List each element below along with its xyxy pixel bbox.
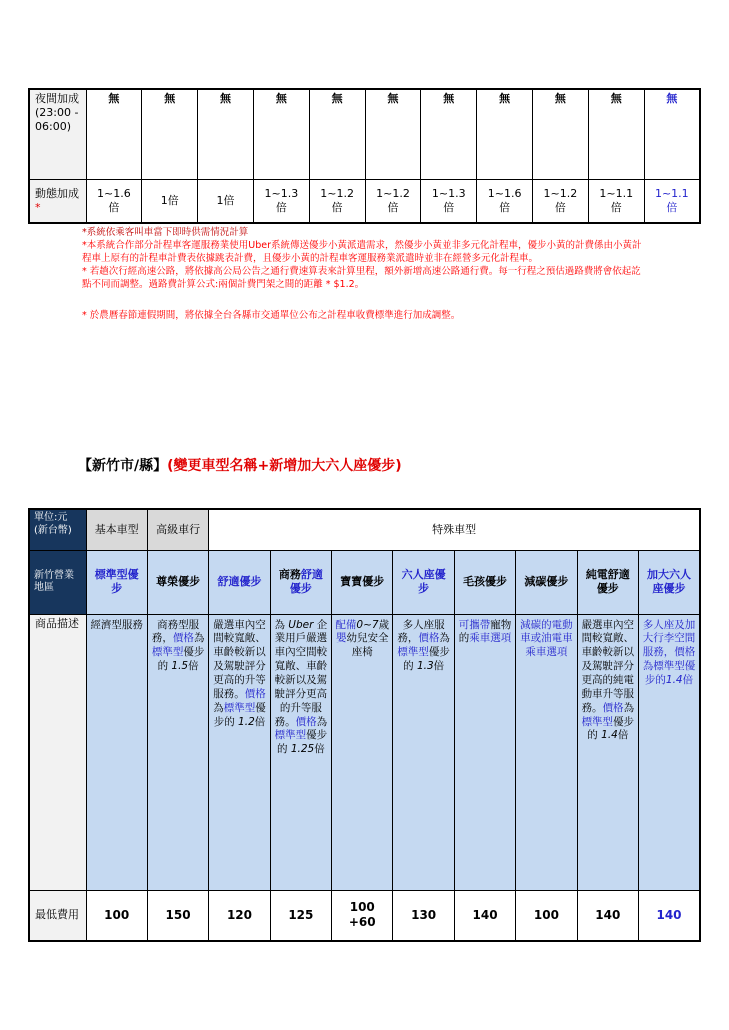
surcharge-cell: 1~1.2 倍 — [365, 179, 421, 223]
surcharge-cell: 無 — [309, 89, 365, 179]
text-segment: 1.3 — [416, 660, 434, 673]
text-segment: Uber — [288, 618, 317, 631]
surcharge-cell: 無 — [533, 89, 589, 179]
service-name-row — [29, 550, 700, 614]
minimum-fare-cell: 125 — [270, 890, 331, 941]
service-name-cell — [332, 550, 393, 614]
text-segment: 舒適優步 — [289, 568, 323, 595]
service-name-cell — [209, 550, 270, 614]
minimum-fare-cell: 100 — [86, 890, 147, 941]
text-segment: 為 — [316, 715, 328, 728]
heading-location: 【新竹市/縣】 — [78, 458, 168, 474]
text-segment: 多人座服務， — [397, 618, 445, 645]
minimum-fare-cell: 140 — [454, 890, 515, 941]
surcharge-cell: 1倍 — [142, 179, 198, 223]
category-header-cell: 基本車型 — [86, 509, 147, 550]
surcharge-cell: 無 — [198, 89, 254, 179]
surcharge-table — [28, 88, 701, 224]
text-segment: 倍 — [254, 715, 266, 728]
service-name-cell — [147, 550, 208, 614]
category-header-row — [29, 509, 700, 550]
unit-label-cell: 單位:元 (新台幣) — [29, 509, 86, 550]
text-segment: 為 — [623, 701, 635, 714]
text-segment: 價格 — [295, 715, 317, 728]
surcharge-cell: 1~1.1 倍 — [588, 179, 644, 223]
text-segment: 倍 — [188, 660, 199, 673]
text-segment: 倍 — [617, 729, 629, 742]
text-segment: 企業用戶嚴選車內空間較寬敞、車齡較新以及駕駛評分更高的升等服務。 — [274, 618, 328, 728]
service-description-cell — [147, 614, 208, 890]
category-header-cell: 特殊車型 — [209, 509, 700, 550]
surcharge-cell: 1~1.2 倍 — [533, 179, 589, 223]
text-segment: 優步的 — [587, 715, 635, 742]
surcharge-cell: 無 — [477, 89, 533, 179]
service-description-cell — [86, 614, 147, 890]
text-segment: 為 — [439, 632, 450, 645]
text-segment: 1.25 — [290, 743, 315, 756]
text-segment: 優步的 — [157, 646, 205, 673]
service-name-cell — [86, 550, 147, 614]
text-segment: 標準型優步 — [94, 568, 139, 595]
minimum-fare-cell: 140 — [639, 890, 700, 941]
text-segment: 舒適優步 — [217, 575, 262, 589]
text-segment: 為 — [213, 701, 224, 714]
asterisk-marker: * — [35, 200, 41, 214]
text-segment: 嚴選車內空間較寬敞、車齡較新以及駕駛評分更高的升等服務。 — [213, 618, 266, 700]
text-segment: 純電舒適優步 — [585, 568, 630, 595]
text-segment: 商務 — [278, 568, 301, 582]
minimum-fare-row — [29, 890, 700, 941]
text-segment: 為 — [274, 618, 289, 631]
surcharge-row-label — [29, 179, 86, 223]
text-segment: 1.2 — [238, 715, 255, 728]
text-segment: 1.4 — [601, 729, 618, 742]
service-description-cell — [577, 614, 638, 890]
minimum-fare-cell: 140 — [577, 890, 638, 941]
text-segment: 寶寶優步 — [340, 575, 385, 589]
minimum-fare-cell: 100 — [516, 890, 577, 941]
text-segment: 倍 — [682, 673, 694, 686]
text-segment: 經濟型服務 — [90, 618, 143, 631]
surcharge-row — [29, 179, 700, 223]
text-segment: 標準型 — [151, 646, 184, 659]
text-segment: 多人座及加大行李空間服務，價格為標準型優步的 — [642, 618, 696, 686]
text-segment: 價格 — [602, 701, 624, 714]
text-segment: 倍 — [433, 660, 445, 673]
text-segment: 0~7 — [356, 618, 379, 631]
surcharge-cell: 1~1.2 倍 — [309, 179, 365, 223]
text-segment: 寵物的 — [458, 618, 512, 645]
surcharge-cell: 1倍 — [198, 179, 254, 223]
section-heading — [78, 455, 402, 475]
service-description-cell — [454, 614, 515, 890]
text-segment: 減碳優步 — [524, 575, 569, 589]
text-segment: 倍 — [314, 743, 325, 756]
text-segment: 價格 — [418, 632, 440, 645]
service-description-cell — [209, 614, 270, 890]
text-segment: 標準型 — [581, 715, 614, 728]
text-segment: 尊榮優步 — [156, 575, 201, 589]
text-segment: 標準型 — [223, 701, 256, 714]
text-segment: 優步的 — [277, 729, 328, 756]
text-segment: 減碳的電動車或油電車乘車選項 — [520, 618, 573, 659]
minimum-fare-label-cell: 最低費用 — [29, 890, 86, 941]
service-description-cell — [639, 614, 700, 890]
row-label-text: 動態加成 — [35, 187, 79, 200]
service-name-cell — [393, 550, 454, 614]
service-description-cell — [393, 614, 454, 890]
text-segment: 1.4 — [665, 673, 683, 686]
row-label-text: 夜間加成 (23:00 - 06:00) — [35, 92, 79, 133]
minimum-fare-cell: 130 — [393, 890, 454, 941]
minimum-fare-cell: 120 — [209, 890, 270, 941]
text-segment: 標準型 — [274, 729, 307, 742]
text-segment: 價格 — [244, 687, 266, 700]
text-segment: 價格 — [172, 632, 194, 645]
surcharge-cell: 1~1.1 倍 — [644, 179, 700, 223]
minimum-fare-cell: 100 +60 — [332, 890, 393, 941]
surcharge-cell: 1~1.6 倍 — [477, 179, 533, 223]
description-label-cell: 商品描述 — [29, 614, 86, 890]
region-label-cell: 新竹營業地區 — [29, 550, 86, 614]
text-segment: 優步的 — [403, 646, 450, 673]
service-description-cell — [516, 614, 577, 890]
text-segment: 可攜帶 — [458, 618, 491, 631]
text-segment: 六人座優步 — [401, 568, 446, 595]
service-name-cell — [516, 550, 577, 614]
text-segment: 為 — [193, 632, 205, 645]
text-segment: 標準型 — [397, 646, 429, 659]
surcharge-cell: 無 — [588, 89, 644, 179]
description-row — [29, 614, 700, 890]
service-name-cell — [454, 550, 515, 614]
heading-note: (變更車型名稱+新增加大六人座優步) — [167, 458, 402, 474]
service-name-cell — [577, 550, 638, 614]
surcharge-row — [29, 89, 700, 179]
text-segment: 加大六人座優步 — [647, 568, 691, 595]
footnotes — [82, 226, 648, 322]
text-segment: 嚴選車內空間較寬敞、車齡較新以及駕駛評分更高的純電動車升等服務。 — [581, 618, 635, 714]
fare-table — [28, 508, 701, 942]
service-description-cell — [332, 614, 393, 890]
surcharge-cell: 無 — [644, 89, 700, 179]
text-segment: 毛孩優步 — [463, 575, 508, 589]
surcharge-cell: 無 — [86, 89, 142, 179]
surcharge-cell: 無 — [253, 89, 309, 179]
text-segment: 1.5 — [171, 660, 189, 673]
service-name-cell — [639, 550, 700, 614]
text-segment: 歲 — [378, 618, 390, 631]
footnote-line: *系統依乘客叫車當下即時供需情況計算 — [82, 227, 249, 238]
surcharge-cell: 無 — [365, 89, 421, 179]
minimum-fare-cell: 150 — [147, 890, 208, 941]
footnote-line: * 於農曆春節連假期間，將依據全台各縣市交通單位公布之計程車收費標準進行加成調整。 — [82, 310, 461, 321]
service-description-cell — [270, 614, 331, 890]
text-segment: 乘車選項 — [469, 632, 512, 645]
surcharge-cell: 1~1.3 倍 — [421, 179, 477, 223]
surcharge-cell: 1~1.3 倍 — [253, 179, 309, 223]
text-segment: 幼兒安全座椅 — [346, 632, 389, 659]
surcharge-cell: 1~1.6 倍 — [86, 179, 142, 223]
surcharge-row-label — [29, 89, 86, 179]
text-segment: 商務型服務， — [151, 618, 200, 645]
service-name-cell — [270, 550, 331, 614]
surcharge-cell: 無 — [142, 89, 198, 179]
text-segment: 優步的 — [213, 701, 266, 728]
text-segment: 配備 — [335, 618, 357, 631]
footnote-line: * 若趟次行經高速公路，將依據高公局公告之通行費速算表來計算里程，額外新增高速公路通行費。每一行程之預估過路費將會依起訖點不同而調整。過路費計算公式:兩個計費門架之間的距離 * $1.2。 — [82, 266, 641, 290]
footnote-line: *本系統合作部分計程車客運服務業使用Uber系統傳送優步小黃派遣需求，然優步小黃並非多元化計程車，優步小黃的計費係由小黃計程車上原有的計程車計費表依據跳表計費，且優步小黃的計程車客運服務業派遣時並非在經營多元化計程車。 — [82, 240, 642, 264]
text-segment: 嬰 — [336, 632, 347, 645]
surcharge-cell: 無 — [421, 89, 477, 179]
category-header-cell: 高級車行 — [147, 509, 208, 550]
